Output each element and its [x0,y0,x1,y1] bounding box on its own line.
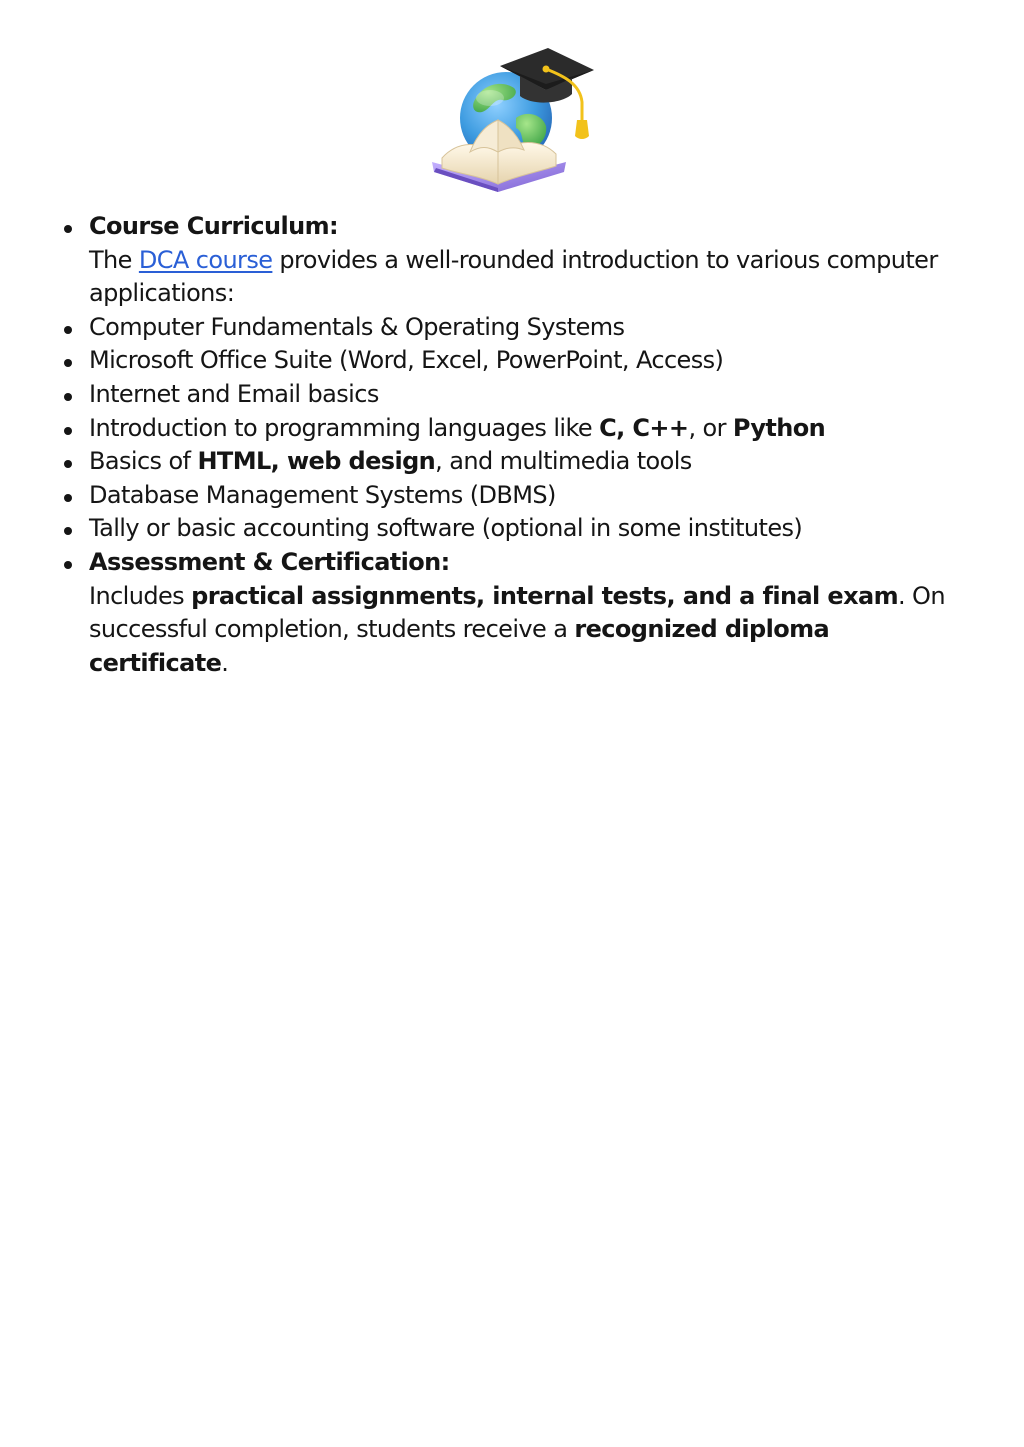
list-item-text: Microsoft Office Suite (Word, Excel, PowerPoint, Access) [89,346,724,375]
bullet-icon [64,527,72,535]
assessment-prefix: Includes [89,581,192,610]
bullet-icon [64,561,72,569]
document-body [0,210,1024,680]
list-item-tally [0,512,1024,546]
list-item-dbms [0,479,1024,513]
bullet-icon [64,359,72,367]
html-prefix: Basics of [89,447,198,476]
dca-course-link[interactable]: DCA course [138,245,273,274]
programming-prefix: Introduction to programming languages like [89,413,600,442]
programming-languages-c: C, C++ [599,413,689,442]
bullet-icon [64,393,72,401]
list-item-text: Internet and Email basics [89,379,379,408]
bullet-icon [64,427,72,435]
curriculum-list [0,210,1024,680]
list-item-fundamentals [0,311,1024,345]
assessment-mid: . On successful completion, students receive a [89,581,945,644]
diploma-certificate: recognized diploma certificate [89,615,830,677]
programming-language-python: Python [732,413,826,442]
curriculum-desc-suffix: provides a well-rounded introduction to various computer applications: [89,245,938,308]
list-item-html [0,445,1024,479]
section-heading: Course Curriculum: [89,212,338,240]
list-item-assessment [0,546,1024,680]
bullet-icon [64,225,72,233]
list-item-text: Tally or basic accounting software (optional in some institutes) [89,514,803,543]
bullet-icon [64,326,72,334]
programming-mid: , or [688,413,733,442]
list-item-office [0,344,1024,378]
list-item-internet [0,378,1024,412]
section-heading: Assessment & Certification: [89,547,450,576]
bullet-icon [64,460,72,468]
list-item-programming [0,412,1024,446]
curriculum-desc-prefix: The [89,245,139,274]
html-suffix: , and multimedia tools [435,447,692,476]
assessment-suffix: . [221,648,229,677]
list-item-text: Database Management Systems (DBMS) [89,480,556,509]
assessment-methods: practical assignments, internal tests, and a final exam [191,581,898,610]
list-item-text: Computer Fundamentals & Operating Systems [89,312,625,341]
globe-graduation-cap-book-icon [424,40,604,200]
html-web-design: HTML, web design [197,447,436,476]
list-item-course-curriculum [0,210,1024,311]
bullet-icon [64,494,72,502]
